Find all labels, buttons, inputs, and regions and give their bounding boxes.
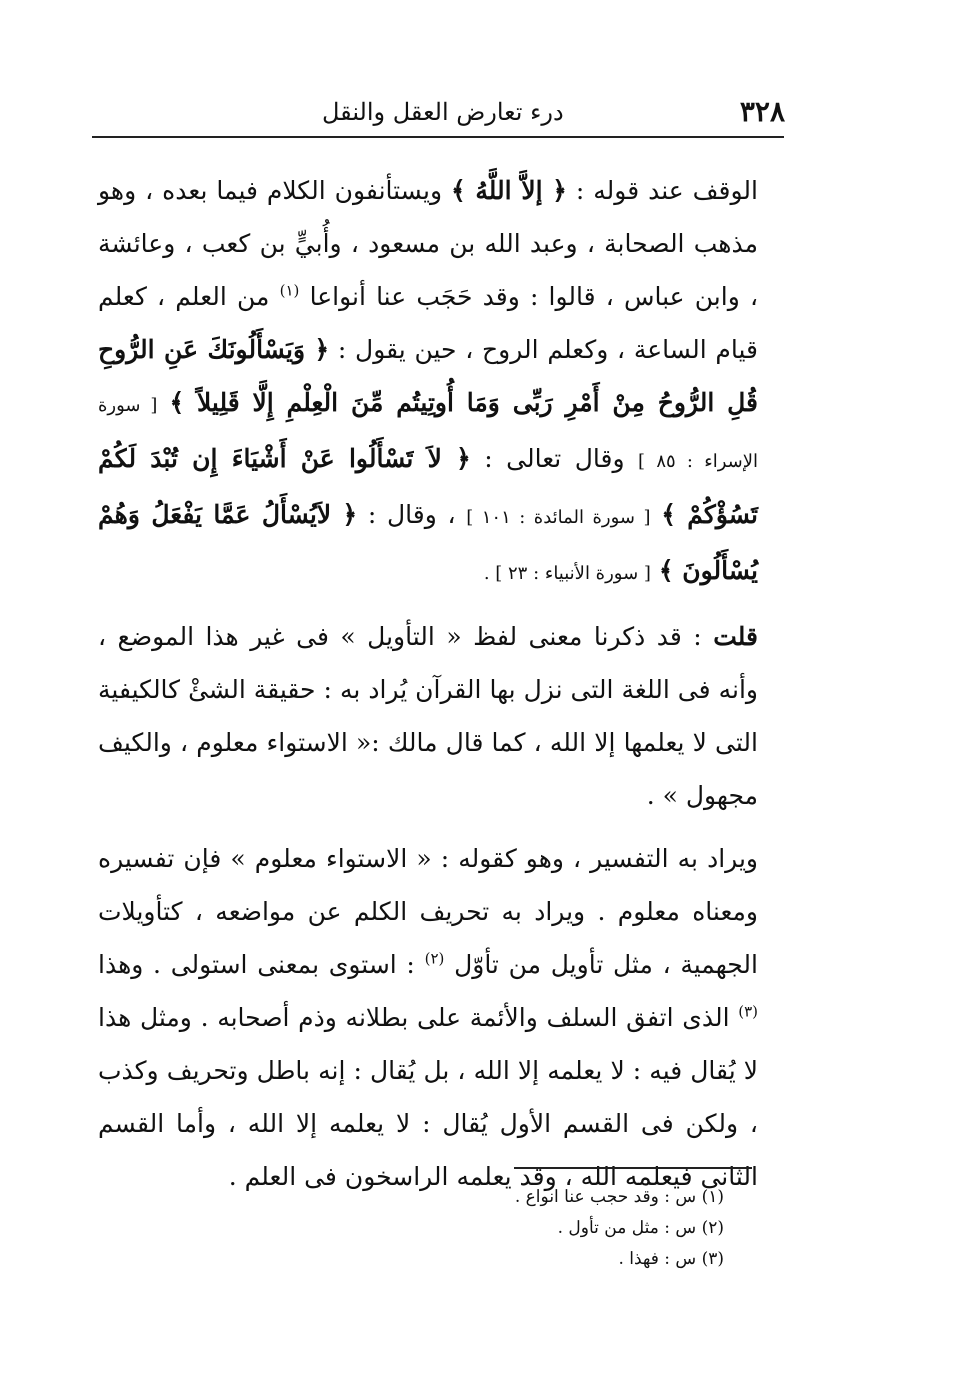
paragraph-2-lead: قلت — [713, 622, 758, 651]
footnote-marker: (٣) — [701, 1249, 724, 1269]
footnote-text: س : مثل من تأول . — [557, 1218, 697, 1238]
page-number: ٣٢٨ — [739, 95, 785, 128]
footnote-ref-2: (٢) — [424, 949, 445, 968]
paragraph-3-text-3: الذى اتفق السلف والأئمة على بطلانه وذم أصحابه . ومثل هذا لا يُقال فيه : لا يعلمه إلا الله ، بل يُقال : إنه باطل وتحريف وكذب ، ولكن فى القسم الأول يُقال : لا يعلمه إلا الله ، وأما القسم الثانى فيعلمه الله ، وقد يعلمه الراسخون فى العلم . — [98, 1003, 758, 1191]
footnote-3 — [430, 1244, 724, 1275]
paragraph-3-text-2: : استوى بمعنى استولى . وهذا — [98, 950, 415, 979]
paragraph-1-text-3: من العلم ، كعلم قيام الساعة ، وكعلم الروح ، حين يقول : — [98, 282, 758, 364]
paragraph-1-text-2: ويستأنفون الكلام فيما بعده ، وهو مذهب الصحابة ، وعبد الله بن مسعود ، وأُبيٍّ بن كعب ، وعائشة ، وابن عباس ، قالوا : وقد حَجَب عنا أنواعا — [98, 176, 759, 311]
footnote-1 — [430, 1182, 724, 1213]
quran-quote-1: ﴿ إلاَّ اللَّهُ ﴾ — [451, 176, 567, 205]
citation-3: [ سورة الأنبياء : ٢٣ ] . — [483, 563, 651, 584]
paragraph-2-text: : قد ذكرنا معنى لفظ « التأويل » فى غير هذا الموضع ، وأنه فى اللغة التى نزل بها القرآن يُراد به : حقيقة الشئْ كالكيفية التى لا يعلمها إلا الله ، كما قال مالك :« الاستواء معلوم ، والكيف مجهول » . — [98, 622, 758, 810]
paragraph-2 — [98, 610, 758, 822]
paragraph-3 — [98, 832, 758, 1203]
running-title: درء تعارض العقل والنقل — [322, 98, 564, 126]
citation-1: [ سورة الإسراء : ٨٥ ] — [98, 395, 759, 472]
paragraph-1-text-5: ، وقال : — [357, 500, 456, 529]
paragraph-1 — [98, 164, 758, 600]
page-header — [92, 92, 785, 136]
footnote-marker: (٢) — [701, 1218, 724, 1238]
footnotes — [430, 1182, 724, 1275]
main-text — [98, 164, 758, 1203]
footnote-2 — [430, 1213, 724, 1244]
quran-quote-4: ﴿ لاَيُسْأَلُ عَمَّا يَفْعَلُ وَهُمْ يُسْأَلُونَ ﴾ — [98, 500, 758, 585]
footnote-ref-1: (١) — [279, 281, 300, 300]
paragraph-3-text-1: ويراد به التفسير ، وهو كقوله : « الاستواء معلوم » فإن تفسيره ومعناه معلوم . ويراد به تحريف الكلم عن مواضعه ، كتأويلات الجهمية ، مثل تأويل من تأوّل — [98, 844, 758, 979]
quran-quote-2: ﴿ وَيَسْأَلُونَكَ عَنِ الرُّوحِ قُلِ الرُّوحُ مِنْ أَمْرِ رَبِّى وَمَا أُوتِيتُم مِّنَ الْعِلْمِ إِلَّا قَلِيلاً ﴾ — [98, 335, 758, 417]
quran-quote-3: ﴿ لاَ تَسْأَلُوا عَنْ أَشْيَاءَ إِن تُبْدَ لَكُمْ تَسُؤْكُمْ ﴾ — [98, 444, 758, 529]
footnote-rule — [514, 1167, 752, 1169]
paragraph-1-text-1: الوقف عند قوله : — [566, 176, 758, 205]
footnote-text: س : وقد حجب عنا انواع . — [514, 1187, 697, 1207]
header-rule — [92, 136, 784, 138]
paragraph-1-text-4: وقال تعالى : — [470, 444, 625, 473]
footnote-marker: (١) — [701, 1187, 724, 1207]
citation-2: [ سورة المائدة : ١٠١ ] — [466, 507, 651, 528]
footnote-ref-3: (٣) — [738, 1002, 758, 1021]
footnote-text: س : فهذا . — [618, 1249, 697, 1269]
